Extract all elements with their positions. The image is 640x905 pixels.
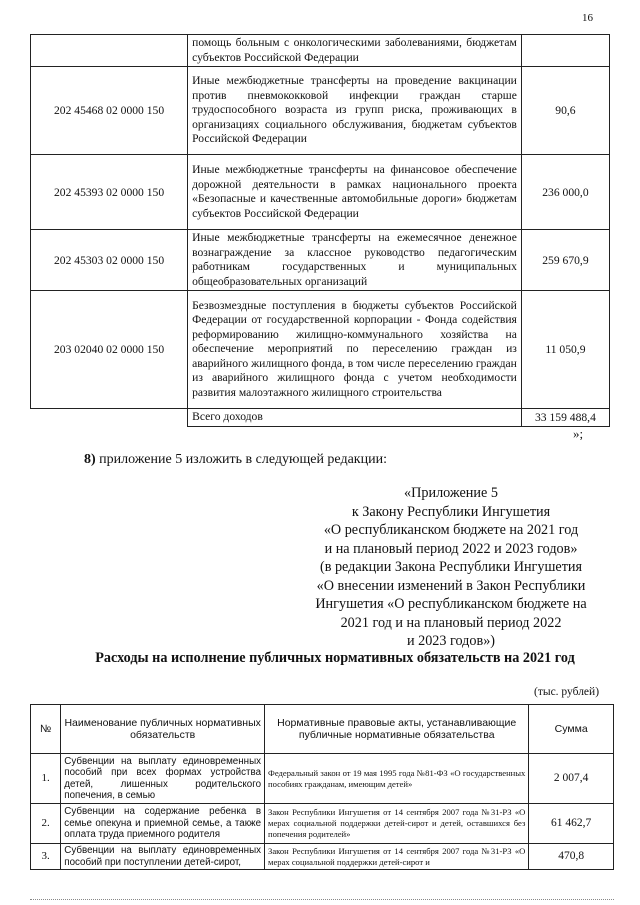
row-number: 3. [31, 844, 61, 870]
income-description: Иные межбюджетные трансферты на финансовое обеспечение дорожной деятельности в рамках национального проекта «Безопасные и качественные автомобильные дороги» бюджетам субъектов Российской Федерации [188, 155, 522, 230]
budget-code [31, 409, 188, 427]
table-row [31, 230, 610, 291]
item-text: приложение 5 изложить в следующей редакции: [95, 452, 387, 467]
obligation-sum: 470,8 [529, 844, 614, 870]
section-heading: Расходы на исполнение публичных нормативных обязательств на 2021 год [95, 650, 575, 666]
appendix-header [292, 484, 610, 651]
table-header-row [31, 705, 614, 754]
income-amount: 236 000,0 [521, 155, 609, 230]
obligation-sum: 61 462,7 [529, 804, 614, 844]
appendix-line: и 2023 годов») [406, 633, 496, 649]
row-number: 1. [31, 754, 61, 804]
amendment-item [84, 452, 387, 468]
income-amount: 11 050,9 [521, 291, 609, 409]
legal-act: Федеральный закон от 19 мая 1995 года №81-ФЗ «О государственных пособиях гражданам, имеющим детей» [265, 754, 529, 804]
budget-code: 202 45393 02 0000 150 [31, 155, 188, 230]
obligation-sum: 2 007,4 [529, 754, 614, 804]
table-row [31, 155, 610, 230]
table-row [31, 67, 610, 155]
income-amount [521, 35, 609, 67]
budget-code: 203 02040 02 0000 150 [31, 291, 188, 409]
total-row [31, 409, 610, 427]
item-number: 8) [84, 452, 96, 467]
expenditure-table [30, 704, 614, 870]
table-row [31, 804, 614, 844]
table-row [31, 291, 610, 409]
total-label: Всего доходов [188, 409, 522, 427]
row-number: 2. [31, 804, 61, 844]
header-name: Наименование публичных нормативных обязательств [61, 705, 265, 754]
header-number: № [31, 705, 61, 754]
table-row [31, 844, 614, 870]
page-bottom-divider [30, 899, 614, 900]
closing-quote: »; [573, 426, 584, 441]
header-sum: Сумма [529, 705, 614, 754]
table-row [31, 35, 610, 67]
income-description: Иные межбюджетные трансферты на проведение вакцинации против пневмококковой инфекции граждан старше трудоспособного возраста из групп риска, проживающих в организациях социального обслуживания, бюджетам субъектов Российской Федерации [188, 67, 522, 155]
appendix-line: Ингушетия «О республиканском бюджете на [315, 596, 587, 612]
appendix-line: «О внесении изменений в Закон Республики [316, 577, 586, 594]
appendix-line: и на плановый период 2022 и 2023 годов» [324, 540, 578, 557]
appendix-line: 2021 год и на плановый период 2022 [340, 614, 562, 631]
appendix-line: «Приложение 5 [404, 485, 498, 501]
header-acts: Нормативные правовые акты, устанавливающие публичные нормативные обязательства [265, 705, 529, 754]
income-description: Иные межбюджетные трансферты на ежемесячное денежное вознаграждение за классное руководство педагогическим работникам государственных и муниципальных общеобразовательных организаций [188, 230, 522, 291]
obligation-name: Субвенции на выплату единовременных пособий при поступлении детей-сирот, [61, 844, 265, 870]
legal-act: Закон Республики Ингушетия от 14 сентября 2007 года №31-РЗ «О мерах социальной поддержки детей-сирот и детей, оставшихся без попечения родителей» [265, 804, 529, 844]
table-row [31, 754, 614, 804]
appendix-line: к Закону Республики Ингушетия [351, 503, 551, 520]
budget-code: 202 45468 02 0000 150 [31, 67, 188, 155]
budget-code: 202 45303 02 0000 150 [31, 230, 188, 291]
appendix-line: «О республиканском бюджете на 2021 год [323, 522, 579, 538]
budget-code [31, 35, 188, 67]
page-number: 16 [582, 12, 593, 24]
income-amount: 90,6 [521, 67, 609, 155]
obligation-name: Субвенции на содержание ребенка в семье опекуна и приемной семье, а также оплата труда приемного родителя [61, 804, 265, 844]
income-description: Безвозмездные поступления в бюджеты субъектов Российской Федерации от государственной корпорации - Фонда содействия реформированию жилищно-коммунального хозяйства на обеспечение мероприятий по переселению граждан из аварийного жилищного фонда, в том числе переселению граждан из аварийного жилищного фонда с учетом необходимости развития малоэтажного жилищного строительства [188, 291, 522, 409]
legal-act: Закон Республики Ингушетия от 14 сентября 2007 года №31-РЗ «О мерах социальной поддержки детей-сирот и [265, 844, 529, 870]
units-label: (тыс. рублей) [534, 686, 600, 698]
total-amount: 33 159 488,4 [521, 409, 609, 427]
obligation-name: Субвенции на выплату единовременных пособий при всех формах устройства детей, лишенных родительского попечения, в семью [61, 754, 265, 804]
income-amount: 259 670,9 [521, 230, 609, 291]
appendix-line: (в редакции Закона Республики Ингушетия [319, 559, 583, 575]
income-description: помощь больным с онкологическими заболеваниями, бюджетам субъектов Российской Федерации [188, 35, 522, 67]
income-table [30, 34, 610, 427]
